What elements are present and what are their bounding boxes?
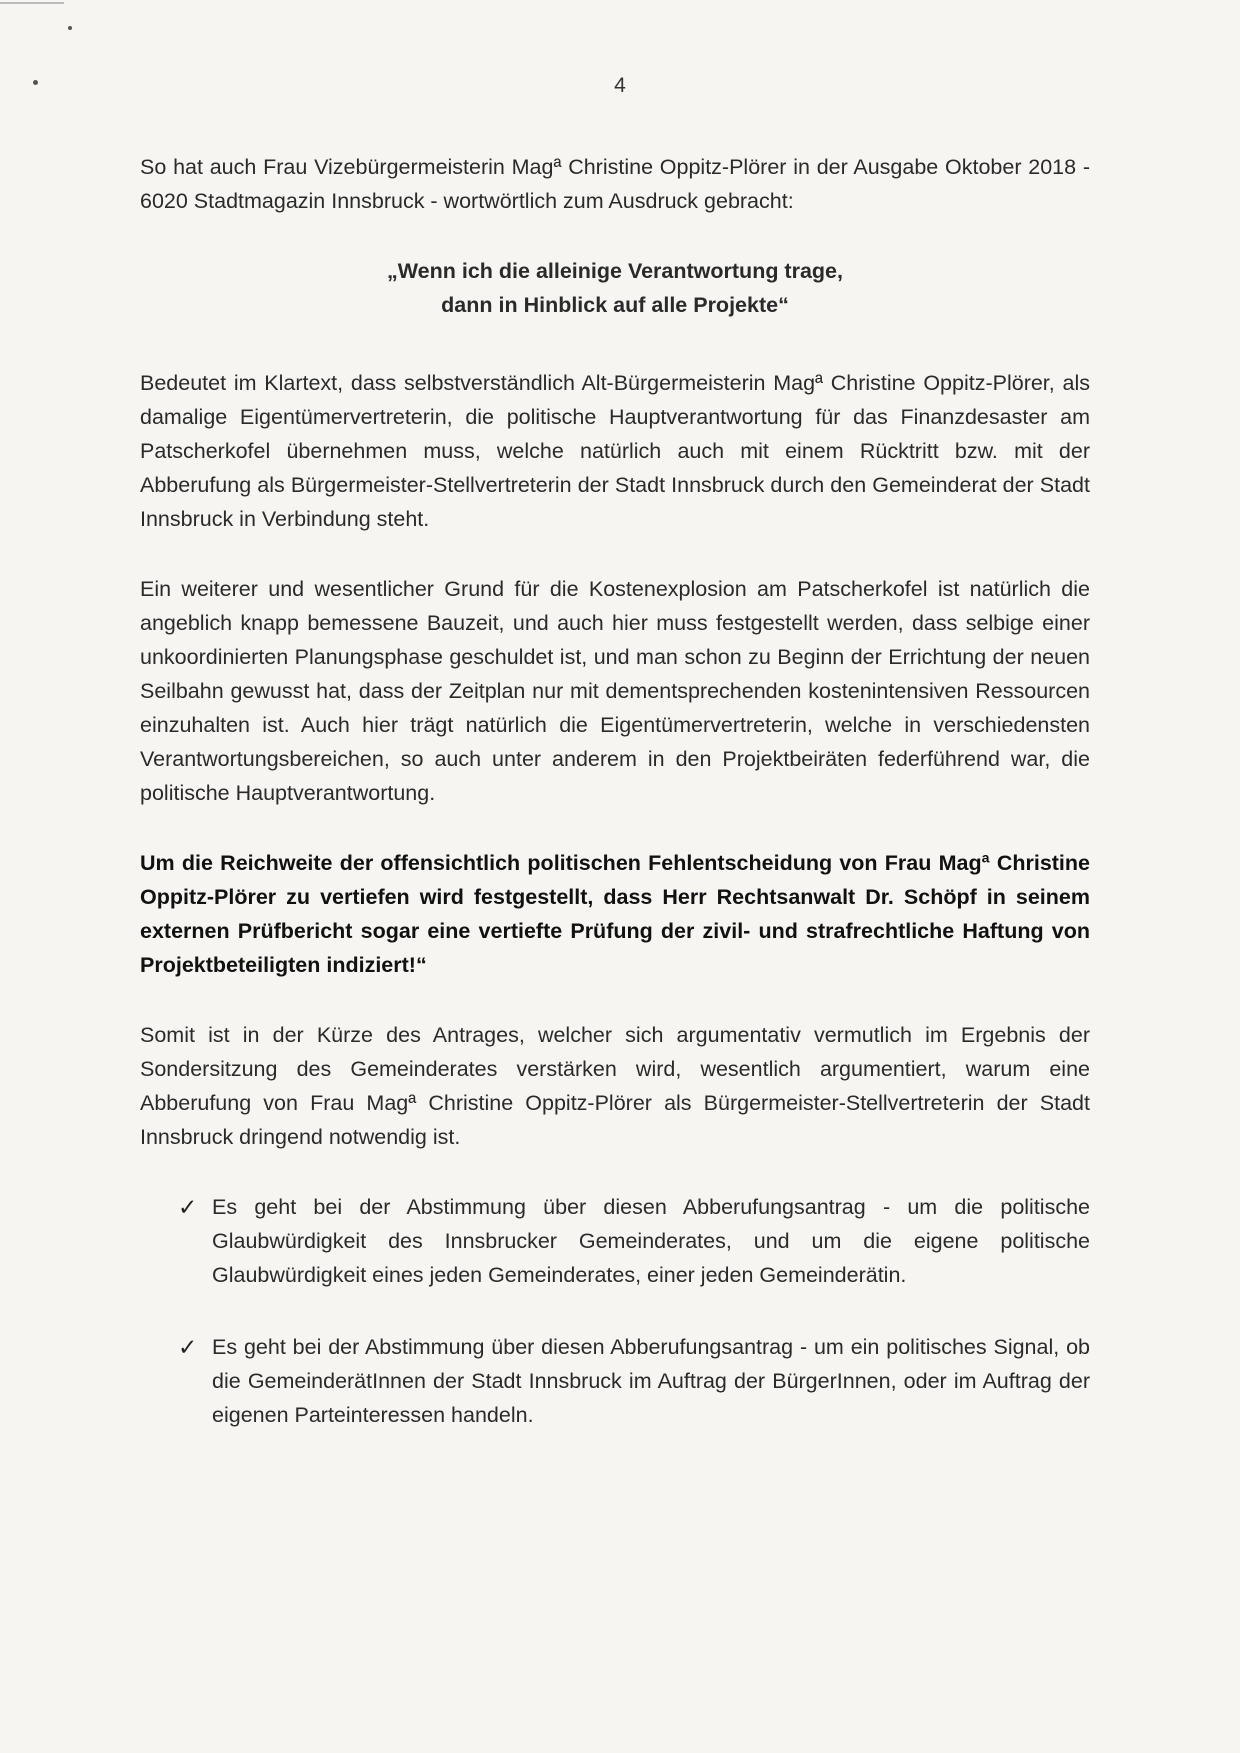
somit-paragraph: Somit ist in der Kürze des Antrages, welcher sich argumentativ vermutlich im Ergebnis der Sondersitzung des Gemeinderates verstärken wird, wesentlich argumentiert, warum eine Abberufung von Frau Magª Christine Oppitz-Plörer als Bürgermeister-Stellvertreterin der Stadt Innsbruck dringend notwendig ist.: [140, 1023, 1090, 1149]
checklist: [140, 1190, 1090, 1432]
document-body: [140, 150, 1090, 1470]
scan-artifact-line: [0, 2, 64, 4]
checklist-item: [140, 1330, 1090, 1432]
checklist-item: [140, 1190, 1090, 1292]
kostenexplosion-paragraph: Ein weiterer und wesentlicher Grund für die Kostenexplosion am Patscherkofel ist natürlich die angeblich knapp bemessene Bauzeit, und auch hier muss festgestellt werden, dass selbige einer unkoordinierten Planungsphase geschuldet ist, und man schon zu Beginn der Errichtung der neuen Seilbahn gewusst hat, dass der Zeitplan nur mit dementsprechenden kostenintensiven Ressourcen einzuhalten ist. Auch hier trägt natürlich die Eigentümervertreterin, welche in verschiedensten Verantwortungsbereichen, so auch unter anderem in den Projektbeiräten federführend war, die politische Hauptverantwortung.: [140, 577, 1090, 805]
page-number: 4: [614, 74, 626, 97]
pull-quote: [140, 254, 1090, 322]
reichweite-paragraph: Um die Reichweite der offensichtlich politischen Fehlentscheidung von Frau Magª Christine Oppitz-Plörer zu vertiefen wird festgestellt, dass Herr Rechtsanwalt Dr. Schöpf in seinem externen Prüfbericht sogar eine vertiefte Prüfung der zivil- und strafrechtliche Haftung von Projektbeteiligten indiziert!“: [140, 851, 1090, 977]
checklist-item-text: Es geht bei der Abstimmung über diesen Abberufungsantrag - um die politische Glaubwürdigkeit des Innsbrucker Gemeinderates, und um die eigene politische Glaubwürdigkeit eines jeden Gemeinderates, einer jeden Gemeinderätin.: [212, 1195, 1090, 1287]
quote-line-1: „Wenn ich die alleinige Verantwortung trage,: [387, 259, 843, 283]
scan-artifact-dot: [68, 26, 72, 30]
check-icon: ✓: [178, 1194, 198, 1220]
check-icon: ✓: [178, 1334, 198, 1360]
checklist-item-text: Es geht bei der Abstimmung über diesen Abberufungsantrag - um ein politisches Signal, ob die GemeinderätInnen der Stadt Innsbruck im Auftrag der BürgerInnen, oder im Auftrag der eigenen Parteinteressen handeln.: [212, 1335, 1090, 1427]
intro-paragraph: So hat auch Frau Vizebürgermeisterin Magª Christine Oppitz-Plörer in der Ausgabe Oktober 2018 - 6020 Stadtmagazin Innsbruck - wortwörtlich zum Ausdruck gebracht:: [140, 155, 1090, 213]
klartext-paragraph: Bedeutet im Klartext, dass selbstverständlich Alt-Bürgermeisterin Magª Christine Oppitz-Plörer, als damalige Eigentümervertreterin, die politische Hauptverantwortung für das Finanzdesaster am Patscherkofel übernehmen muss, welche natürlich auch mit einem Rücktritt bzw. mit der Abberufung als Bürgermeister-Stellvertreterin der Stadt Innsbruck durch den Gemeinderat der Stadt Innsbruck in Verbindung steht.: [140, 371, 1090, 531]
quote-line-2: dann in Hinblick auf alle Projekte“: [441, 293, 789, 317]
